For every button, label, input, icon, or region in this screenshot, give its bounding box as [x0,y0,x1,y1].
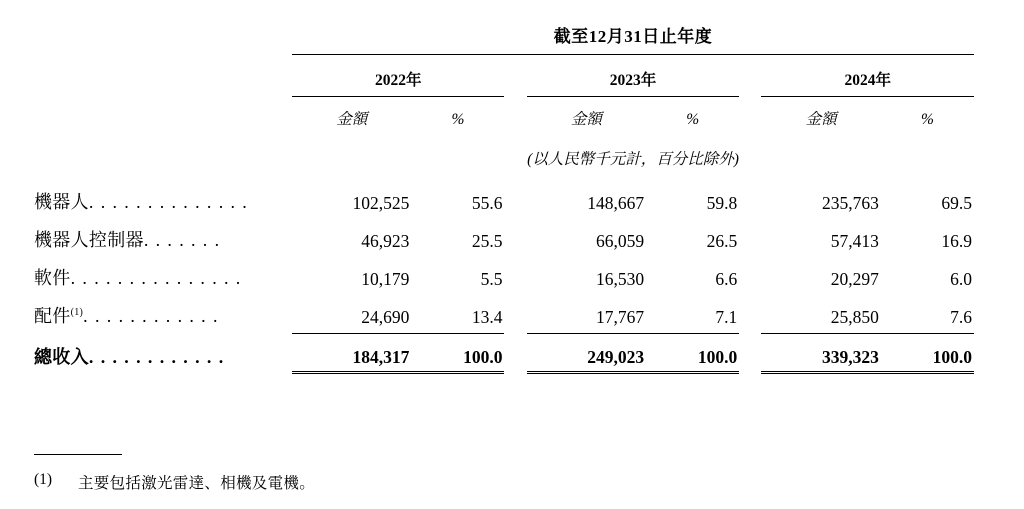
row-label-text: 軟件 [34,268,71,288]
spacer [34,55,974,69]
row-label-software [34,255,292,293]
gap-cell [504,293,526,333]
cell-amount-2024: 25,850 [761,293,880,333]
footnote-item [34,471,734,493]
table-row [34,179,974,217]
unit-note: (以人民幣千元計，百分比除外) [527,151,739,168]
document-page [0,22,1024,509]
table-row [34,217,974,255]
cell-percent-2023: 7.1 [646,293,739,333]
subheader-percent-2023: % [686,111,700,128]
row-label-text: 機器人控制器 [34,230,144,250]
empty-cell [34,97,292,134]
row-label-accessories [34,293,292,333]
cell-percent-2024: 16.9 [941,231,972,251]
cell-percent-2024: 7.6 [881,293,974,333]
row-label-text: 配件 [34,306,71,326]
row-label-text: 總收入 [34,347,89,367]
empty-corner [34,22,292,55]
footnote-number: (1) [34,471,53,488]
cell-percent-2022: 55.6 [471,193,503,213]
cell-amount-2023: 17,767 [527,293,646,333]
gap-cell [504,68,526,97]
cell-percent-2024: 69.5 [941,193,972,213]
gap-cell [504,217,526,255]
row-label-robot-controllers [34,217,292,255]
subheader-amount-2023: 金額 [570,111,602,128]
cell-amount-2024: 57,413 [830,231,879,251]
table-year-row [34,68,974,97]
cell-amount-2023: 16,530 [596,269,645,289]
cell-amount-2024: 20,297 [830,269,879,289]
leader-dots: . . . . . . . [143,230,221,250]
leader-dots: . . . . . . . . . . . . . . [88,192,249,212]
total-amount-2024: 339,323 [761,333,880,372]
gap-cell [739,97,761,134]
subheader-amount-2024: 金額 [805,111,837,128]
cell-amount-2023: 148,667 [587,193,645,213]
gap-cell [739,333,761,372]
table-row [34,255,974,293]
subheader-percent-2024: % [920,111,934,128]
cell-percent-2022: 25.5 [471,231,503,251]
subheader-percent-2022: % [451,111,465,128]
table-top-header-row [34,22,974,55]
year-header-2022: 2022年 [292,68,504,97]
footnote-divider [34,454,122,455]
total-percent-2022: 100.0 [411,333,504,372]
empty-cell [34,133,292,179]
row-label-robots [34,179,292,217]
period-header: 截至12月31日止年度 [292,22,974,55]
cell-percent-2023: 26.5 [706,231,738,251]
cell-amount-2023: 66,059 [596,231,645,251]
gap-cell [739,179,761,217]
gap-cell [739,293,761,333]
leader-dots: . . . . . . . . . . . . [88,347,225,367]
year-header-2023: 2023年 [527,68,739,97]
gap-cell [504,97,526,134]
year-header-2024: 2024年 [761,68,974,97]
gap-cell [739,68,761,97]
gap-cell [504,255,526,293]
revenue-breakdown-table [34,22,974,374]
leader-dots: . . . . . . . . . . . . . . . [70,268,242,288]
total-percent-2024: 100.0 [881,333,974,372]
gap-cell [504,179,526,217]
cell-percent-2023: 6.6 [715,269,738,289]
table-unit-note-row [34,133,974,179]
total-amount-2023: 249,023 [527,333,646,372]
leader-dots: . . . . . . . . . . . . [83,306,219,326]
table-row [34,293,974,333]
cell-percent-2024: 6.0 [950,269,972,289]
cell-amount-2022: 102,525 [352,193,410,213]
gap-cell [739,217,761,255]
table-subheader-row [34,97,974,134]
cell-amount-2022: 46,923 [361,231,410,251]
total-amount-2022: 184,317 [292,333,411,372]
cell-amount-2022: 10,179 [361,269,410,289]
total-percent-2023: 100.0 [646,333,739,372]
gap-cell [504,333,526,372]
cell-percent-2023: 59.8 [706,193,738,213]
cell-amount-2024: 235,763 [821,193,879,213]
footnote-marker: (1) [70,307,84,318]
empty-cell [34,68,292,97]
spacer-row-1 [34,55,974,69]
footnote-section [34,454,734,493]
gap-cell [739,255,761,293]
row-label-text: 機器人 [34,192,89,212]
cell-amount-2022: 24,690 [292,293,411,333]
table-total-row [34,333,974,372]
footnote-text: 主要包括激光雷達、相機及電機。 [78,475,316,492]
cell-percent-2022: 13.4 [411,293,504,333]
cell-percent-2022: 5.5 [480,269,503,289]
row-label-total-revenue [34,333,292,372]
subheader-amount-2022: 金額 [336,111,368,128]
